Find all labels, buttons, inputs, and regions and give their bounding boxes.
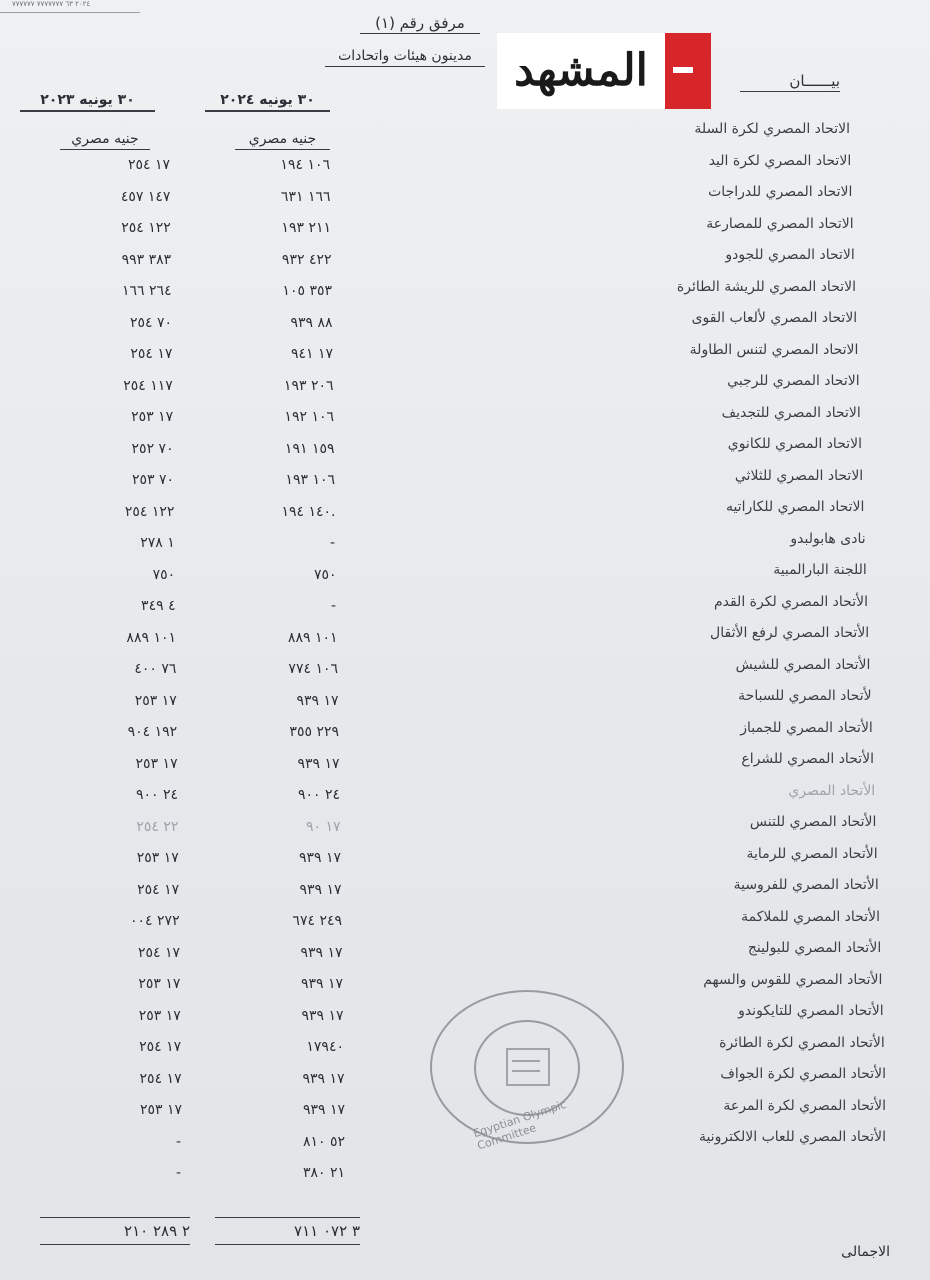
row-value-2023: ١٧ ٢٥٣ (138, 976, 181, 992)
row-label: الأتحاد المصري لكرة المرعة (723, 1097, 886, 1114)
total-rule-2024-bottom (215, 1244, 360, 1245)
row-value-2023: ١٧ ٢٥٣ (131, 409, 174, 425)
row-label: الأتحاد المصري للملاكمة (741, 908, 880, 925)
header-tiny-text: ٢٠٢٤ ٦٣ ٧٧٧٧٧٧٧ ٧٧٧٧٧٧ (12, 0, 91, 8)
row-value-2024: ٤٢٢ ٩٣٢ (281, 251, 332, 268)
row-label: الاتحاد المصري للريشة الطائرة (676, 278, 856, 295)
row-value-2023: ٤ ٣٤٩ (141, 598, 176, 614)
almashhad-logo (497, 33, 711, 109)
row-value-2024: ٢٢٩ ٣٥٥ (289, 724, 339, 740)
currency-header-2023: جنيه مصري (60, 131, 150, 147)
row-value-2023: - (175, 1133, 182, 1150)
row-value-2024: ٧٥٠ (313, 566, 337, 583)
stamp-emblem-icon (506, 1048, 550, 1086)
row-label: الاتحاد المصري للتجديف (721, 404, 861, 421)
row-value-2023: ١٧ ٢٥٤ (127, 157, 170, 173)
row-value-2023: ٢٤ ٩٠٠ (135, 787, 178, 803)
row-label: الأتحاد المصري للقوس والسهم (703, 971, 883, 988)
row-value-2024: ١٧ ٩٣٩ (302, 1102, 345, 1118)
currency-header-2024: جنيه مصري (235, 131, 330, 147)
row-value-2024: .١٤٠ ١٩٤ (281, 503, 336, 520)
row-value-2024: ١٧ ٩٣٩ (297, 755, 340, 772)
row-label: الأتحاد المصري للشيش (735, 656, 871, 673)
row-label: الأتحاد المصري للجمباز (740, 719, 873, 736)
row-value-2023: ٣٨٣ ٩٩٣ (121, 251, 172, 268)
row-label: الأتحاد المصري للتنس (749, 814, 877, 830)
row-value-2023: ١ ٢٧٨ (140, 535, 175, 551)
row-value-2024: ١٧ ٩٣٩ (300, 976, 343, 992)
row-label: الأتحاد المصري لكرة القدم (713, 593, 868, 610)
row-label: الأتحاد المصري (788, 782, 876, 799)
row-value-2024: ٢١١ ١٩٣ (281, 220, 331, 236)
olympic-committee-stamp (430, 990, 624, 1153)
row-value-2024: ١٥٩ ١٩١ (284, 440, 335, 457)
row-value-2023: ١١٧ ٢٥٤ (123, 377, 173, 394)
row-value-2024: ١٧٩٤٠ (306, 1039, 344, 1055)
row-value-2023: ١٧ ٢٥٣ (135, 755, 178, 772)
row-value-2024: ١٧ ٩٣٩ (300, 944, 343, 961)
row-label: الأتحاد المصري للفروسية (733, 877, 879, 893)
row-value-2024: ١٠٦ ١٩٢ (284, 409, 334, 425)
row-value-2024: ١٠١ ٨٨٩ (287, 629, 338, 646)
column-header-2024: ٣٠ يونيه ٢٠٢٤ (205, 92, 330, 108)
row-value-2024: ٢٠٦ ١٩٣ (283, 377, 334, 394)
row-value-2023: ٧٠ ٢٥٢ (131, 440, 174, 457)
row-value-2024: ١٧ ٩٣٩ (298, 850, 341, 866)
row-value-2024: ٨٨ ٩٣٩ (290, 314, 333, 331)
row-value-2024: ١٠٦ ٧٧٤ (288, 661, 338, 677)
row-label: الأتحاد المصري للبولينج (747, 940, 882, 956)
row-value-2024: ١٧ ٩٤١ (290, 346, 333, 362)
table-row (0, 748, 930, 803)
row-label: الأتحاد المصري للعاب الالكترونية (698, 1129, 886, 1145)
row-label: الاتحاد المصري لكرة السلة (694, 121, 850, 137)
row-label: الاتحاد المصري لألعاب القوى (691, 310, 858, 326)
total-rule-2024-top (215, 1217, 360, 1218)
row-value-2024: ٢٤ ٩٠٠ (297, 787, 340, 803)
row-value-2023: ٧٦ ٤٠٠ (134, 661, 177, 677)
total-2024: ٣ ٠٧٢ ٧١١ (294, 1222, 360, 1240)
row-value-2024: ١٠٦ ١٩٤ (280, 157, 330, 173)
row-value-2023: ٢٢ ٢٥٤ (136, 818, 179, 835)
row-label: الاتحاد المصري لكرة اليد (708, 152, 852, 169)
row-value-2023: ١٢٢ ٢٥٤ (124, 503, 175, 520)
row-value-2024: - (330, 598, 337, 614)
row-label: الأتحاد المصري للشراع (741, 751, 874, 767)
row-value-2023: ١٧ ٢٥٣ (139, 1102, 182, 1118)
row-label: الأتحاد المصري لرفع الأثقال (710, 625, 870, 641)
row-value-2024: ٢١ ٣٨٠ (302, 1165, 345, 1181)
row-value-2023: ٧٥٠ (152, 566, 176, 583)
row-label: الأتحاد المصري للرماية (746, 845, 878, 862)
row-value-2023: ٧٠ ٢٥٤ (129, 314, 172, 331)
row-value-2024: ٣٥٣ ١٠٥ (282, 283, 332, 299)
row-label: الأتحاد المصري لكرة الجواف (720, 1066, 886, 1082)
row-value-2023: ١٧ ٢٥٤ (130, 346, 173, 362)
row-label: الاتحاد المصري للدراجات (708, 184, 853, 200)
row-label: نادى هابولبدو (790, 530, 866, 547)
statement-label: بيــــــان (740, 72, 840, 90)
column-header-2023: ٣٠ يونيه ٢٠٢٣ (20, 92, 155, 108)
row-value-2024: ٢٤٩ ٦٧٤ (292, 913, 342, 929)
attachment-title: مرفق رقم (١) (350, 14, 490, 32)
row-value-2024: ١٧ ٩٣٩ (301, 1007, 344, 1024)
attachment-subtitle: مدينون هيئات واتحادات (320, 48, 490, 64)
row-value-2023: ١٧ ٢٥٤ (139, 1070, 182, 1087)
row-value-2023: - (175, 1165, 182, 1181)
row-label: الأتحاد المصري لكرة الطائرة (719, 1034, 885, 1051)
row-value-2023: ١٧ ٢٥٤ (137, 881, 180, 898)
row-label: الاتحاد المصري للمصارعة (706, 215, 854, 232)
row-value-2024: ١٧ ٩٠ (305, 818, 341, 835)
row-label: الاتحاد المصري للرجبي (727, 373, 860, 389)
stamp-ring-text: Egyptian Olympic Committee (471, 1097, 568, 1153)
row-value-2024: ١٧ ٩٣٩ (296, 692, 339, 709)
row-label: الاتحاد المصري للكاراتيه (725, 499, 865, 515)
row-value-2023: ١٧ ٢٥٣ (134, 692, 177, 709)
row-value-2023: ١٢٢ ٢٥٤ (121, 220, 171, 236)
row-value-2023: ١٩٢ ٩٠٤ (127, 724, 178, 740)
row-value-2024: ١٦٦ ٦٣١ (280, 188, 331, 205)
top-rule (0, 12, 140, 13)
row-value-2023: ١٤٧ ٤٥٧ (120, 188, 171, 205)
row-value-2023: ٧٠ ٢٥٣ (131, 472, 174, 488)
logo-red-block (665, 33, 711, 109)
row-value-2024: ٥٢ ٨١٠ (302, 1133, 345, 1150)
total-rule-2023-top (40, 1217, 190, 1218)
row-label: اللجنة البارالمبية (773, 562, 867, 578)
total-2023: ٢ ٢٨٩ ٢١٠ (124, 1222, 190, 1240)
row-value-2023: ٢٦٤ ١٦٦ (122, 283, 172, 299)
logo-text: المشهد (514, 45, 648, 96)
row-value-2024: - (329, 535, 336, 551)
row-value-2023: ١٧ ٢٥٣ (136, 850, 179, 866)
row-label: لأتحاد المصري للسباحة (738, 688, 872, 704)
row-label: الاتحاد المصري للكانوي (727, 436, 862, 452)
total-rule-2023-bottom (40, 1244, 190, 1245)
row-value-2024: ١٠٦ ١٩٣ (285, 472, 335, 488)
row-label: الاتحاد المصري للثلاثي (734, 467, 864, 484)
row-value-2023: ١٧ ٢٥٣ (138, 1007, 181, 1024)
row-value-2024: ١٧ ٩٣٩ (302, 1070, 345, 1087)
row-value-2023: ١٧ ٢٥٤ (137, 944, 180, 961)
total-label: الاجمالى (841, 1244, 890, 1260)
row-label: الأتحاد المصري للتايكوندو (738, 1003, 884, 1019)
table-row (0, 1126, 930, 1181)
row-label: الاتحاد المصري للجودو (725, 247, 855, 263)
row-value-2023: ١٧ ٢٥٤ (139, 1039, 182, 1055)
row-value-2024: ١٧ ٩٣٩ (299, 881, 342, 898)
row-value-2023: ١٠١ ٨٨٩ (126, 629, 176, 646)
row-label: الاتحاد المصري لتنس الطاولة (689, 341, 859, 358)
row-value-2023: ٢٧٢ ٠٠٤ (130, 913, 180, 929)
